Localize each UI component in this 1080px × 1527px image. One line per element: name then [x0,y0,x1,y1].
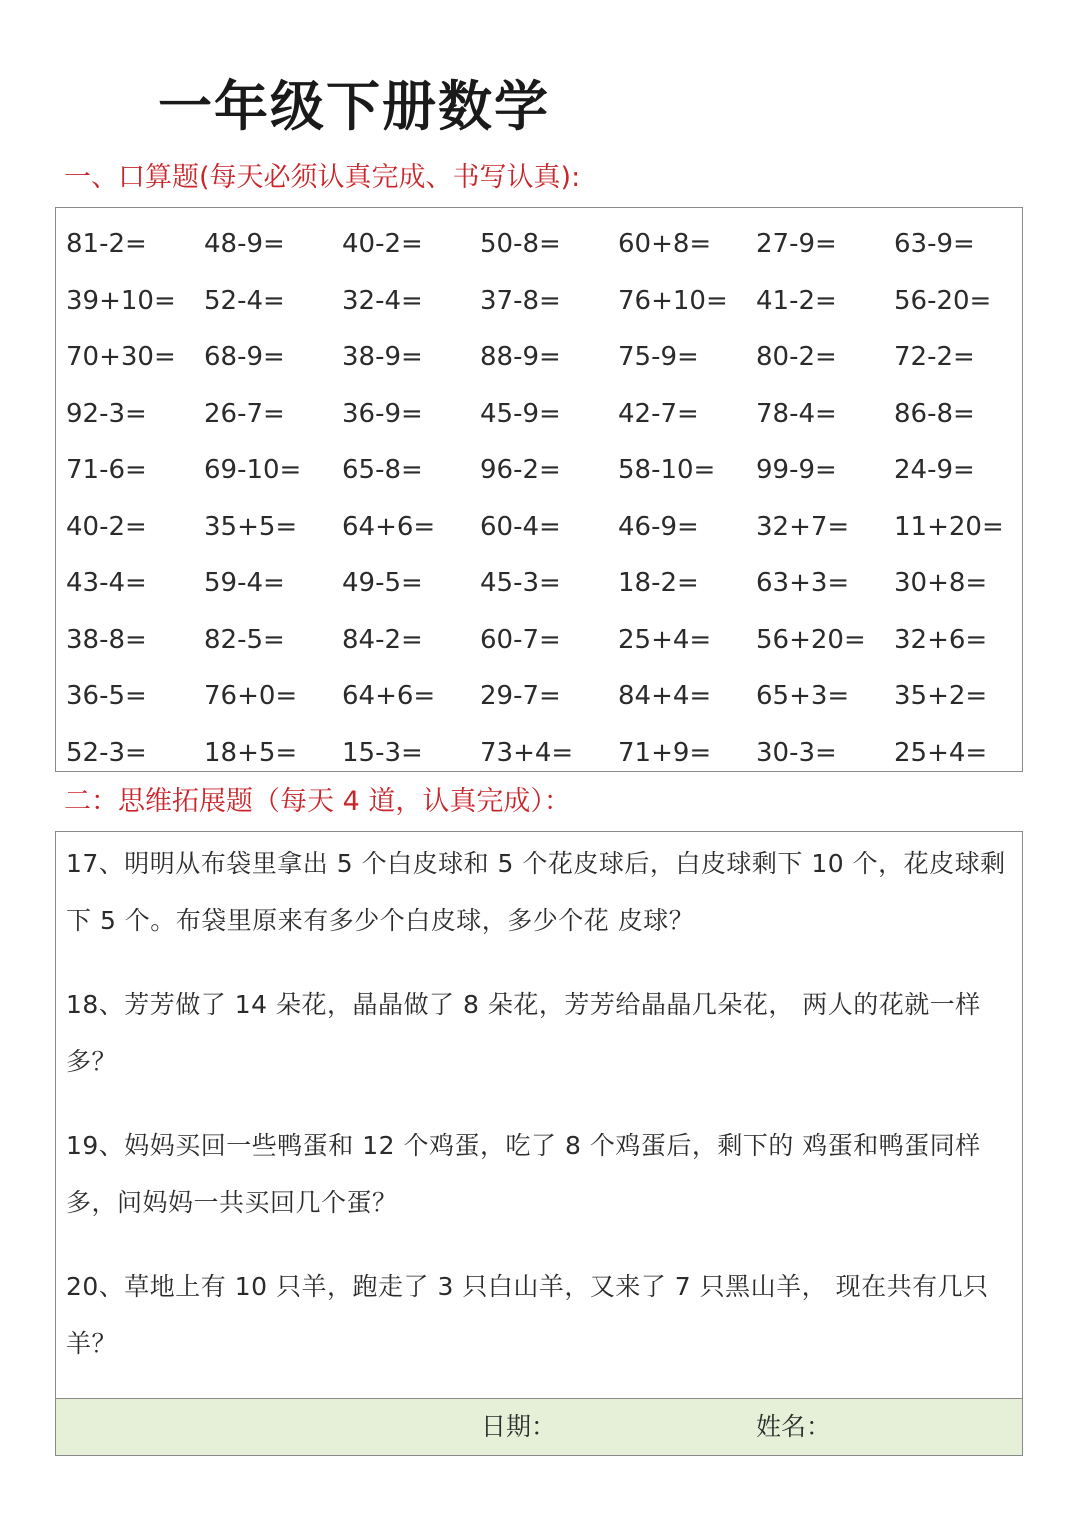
section-heading-mental-arithmetic: 一、口算题(每天必须认真完成、书写认真): [64,162,581,193]
arithmetic-item: 56+20= [756,624,866,655]
arithmetic-item: 80-2= [756,342,837,372]
arithmetic-item: 58-10= [618,455,716,485]
arithmetic-item: 35+5= [204,511,298,542]
arithmetic-item: 56-20= [894,285,992,316]
arithmetic-item: 59-4= [204,568,285,598]
arithmetic-item: 45-9= [480,398,561,429]
arithmetic-item: 24-9= [894,455,975,485]
arithmetic-item: 84+4= [618,681,712,711]
arithmetic-item: 99-9= [756,455,837,485]
arithmetic-item: 29-7= [480,681,561,711]
word-problem: 19、妈妈买回一些鸭蛋和 12 个鸡蛋，吃了 8 个鸡蛋后，剩下的 鸡蛋和鸭蛋同样多，问妈妈一共买回几个蛋？ [66,1131,981,1217]
arithmetic-item: 37-8= [480,285,561,316]
arithmetic-item: 63+3= [756,568,850,598]
arithmetic-item: 68-9= [204,342,285,372]
page-title: 一年级下册数学 [158,75,550,138]
arithmetic-item: 52-3= [66,737,147,768]
arithmetic-item: 70+30= [66,342,176,372]
arithmetic-item: 84-2= [342,624,423,655]
arithmetic-item: 65-8= [342,455,423,485]
footer-bar [56,1398,1022,1455]
arithmetic-item: 32-4= [342,285,423,316]
arithmetic-item: 60-4= [480,511,561,542]
arithmetic-item: 60-7= [480,624,561,655]
arithmetic-item: 72-2= [894,342,975,372]
problem-list [66,836,1011,1400]
arithmetic-item: 41-2= [756,285,837,316]
arithmetic-item: 60+8= [618,229,712,259]
arithmetic-item: 35+2= [894,681,988,711]
date-label: 日期： [481,1412,557,1441]
arithmetic-item: 38-9= [342,342,423,372]
arithmetic-item: 76+10= [618,285,728,316]
word-problem: 20、草地上有 10 只羊，跑走了 3 只白山羊，又来了 7 只黑山羊， 现在共有几只羊？ [66,1272,989,1358]
arithmetic-item: 92-3= [66,398,147,429]
arithmetic-item: 50-8= [480,229,561,259]
arithmetic-item: 78-4= [756,398,837,429]
arithmetic-item: 30+8= [894,568,988,598]
arithmetic-item: 71-6= [66,455,147,485]
arithmetic-item: 71+9= [618,737,712,768]
arithmetic-grid [66,216,1032,781]
arithmetic-item: 65+3= [756,681,850,711]
arithmetic-item: 30-3= [756,737,837,768]
arithmetic-item: 75-9= [618,342,699,372]
arithmetic-item: 96-2= [480,455,561,485]
arithmetic-item: 42-7= [618,398,699,429]
arithmetic-item: 26-7= [204,398,285,429]
section-heading-word-problems: 二：思维拓展题（每天 4 道，认真完成）： [64,786,571,817]
arithmetic-item: 48-9= [204,229,285,259]
arithmetic-item: 64+6= [342,511,436,542]
arithmetic-item: 32+6= [894,624,988,655]
arithmetic-item: 73+4= [480,737,574,768]
arithmetic-item: 52-4= [204,285,285,316]
arithmetic-item: 32+7= [756,511,850,542]
arithmetic-item: 18-2= [618,568,699,598]
arithmetic-item: 69-10= [204,455,302,485]
arithmetic-item: 25+4= [894,737,988,768]
arithmetic-item: 36-5= [66,681,147,711]
arithmetic-item: 49-5= [342,568,423,598]
word-problem: 17、明明从布袋里拿出 5 个白皮球和 5 个花皮球后，白皮球剩下 10 个，花皮球剩下 5 个。布袋里原来有多少个白皮球，多少个花 皮球？ [66,849,1006,935]
arithmetic-item: 38-8= [66,624,147,655]
arithmetic-item: 40-2= [342,229,423,259]
arithmetic-item: 88-9= [480,342,561,372]
name-label: 姓名： [756,1412,832,1441]
arithmetic-item: 82-5= [204,624,285,655]
arithmetic-item: 63-9= [894,229,975,259]
arithmetic-item: 64+6= [342,681,436,711]
arithmetic-item: 15-3= [342,737,423,768]
word-problem: 18、芳芳做了 14 朵花，晶晶做了 8 朵花，芳芳给晶晶几朵花， 两人的花就一样多？ [66,990,981,1076]
arithmetic-item: 46-9= [618,511,699,542]
word-problems-box [55,831,1023,1456]
arithmetic-item: 11+20= [894,511,1004,542]
arithmetic-item: 43-4= [66,568,147,598]
mental-arithmetic-box [55,207,1023,772]
arithmetic-item: 81-2= [66,229,147,259]
arithmetic-item: 27-9= [756,229,837,259]
arithmetic-item: 76+0= [204,681,298,711]
arithmetic-item: 36-9= [342,398,423,429]
arithmetic-item: 25+4= [618,624,712,655]
arithmetic-item: 18+5= [204,737,298,768]
arithmetic-item: 40-2= [66,511,147,542]
arithmetic-item: 39+10= [66,285,176,316]
arithmetic-item: 86-8= [894,398,975,429]
arithmetic-item: 45-3= [480,568,561,598]
